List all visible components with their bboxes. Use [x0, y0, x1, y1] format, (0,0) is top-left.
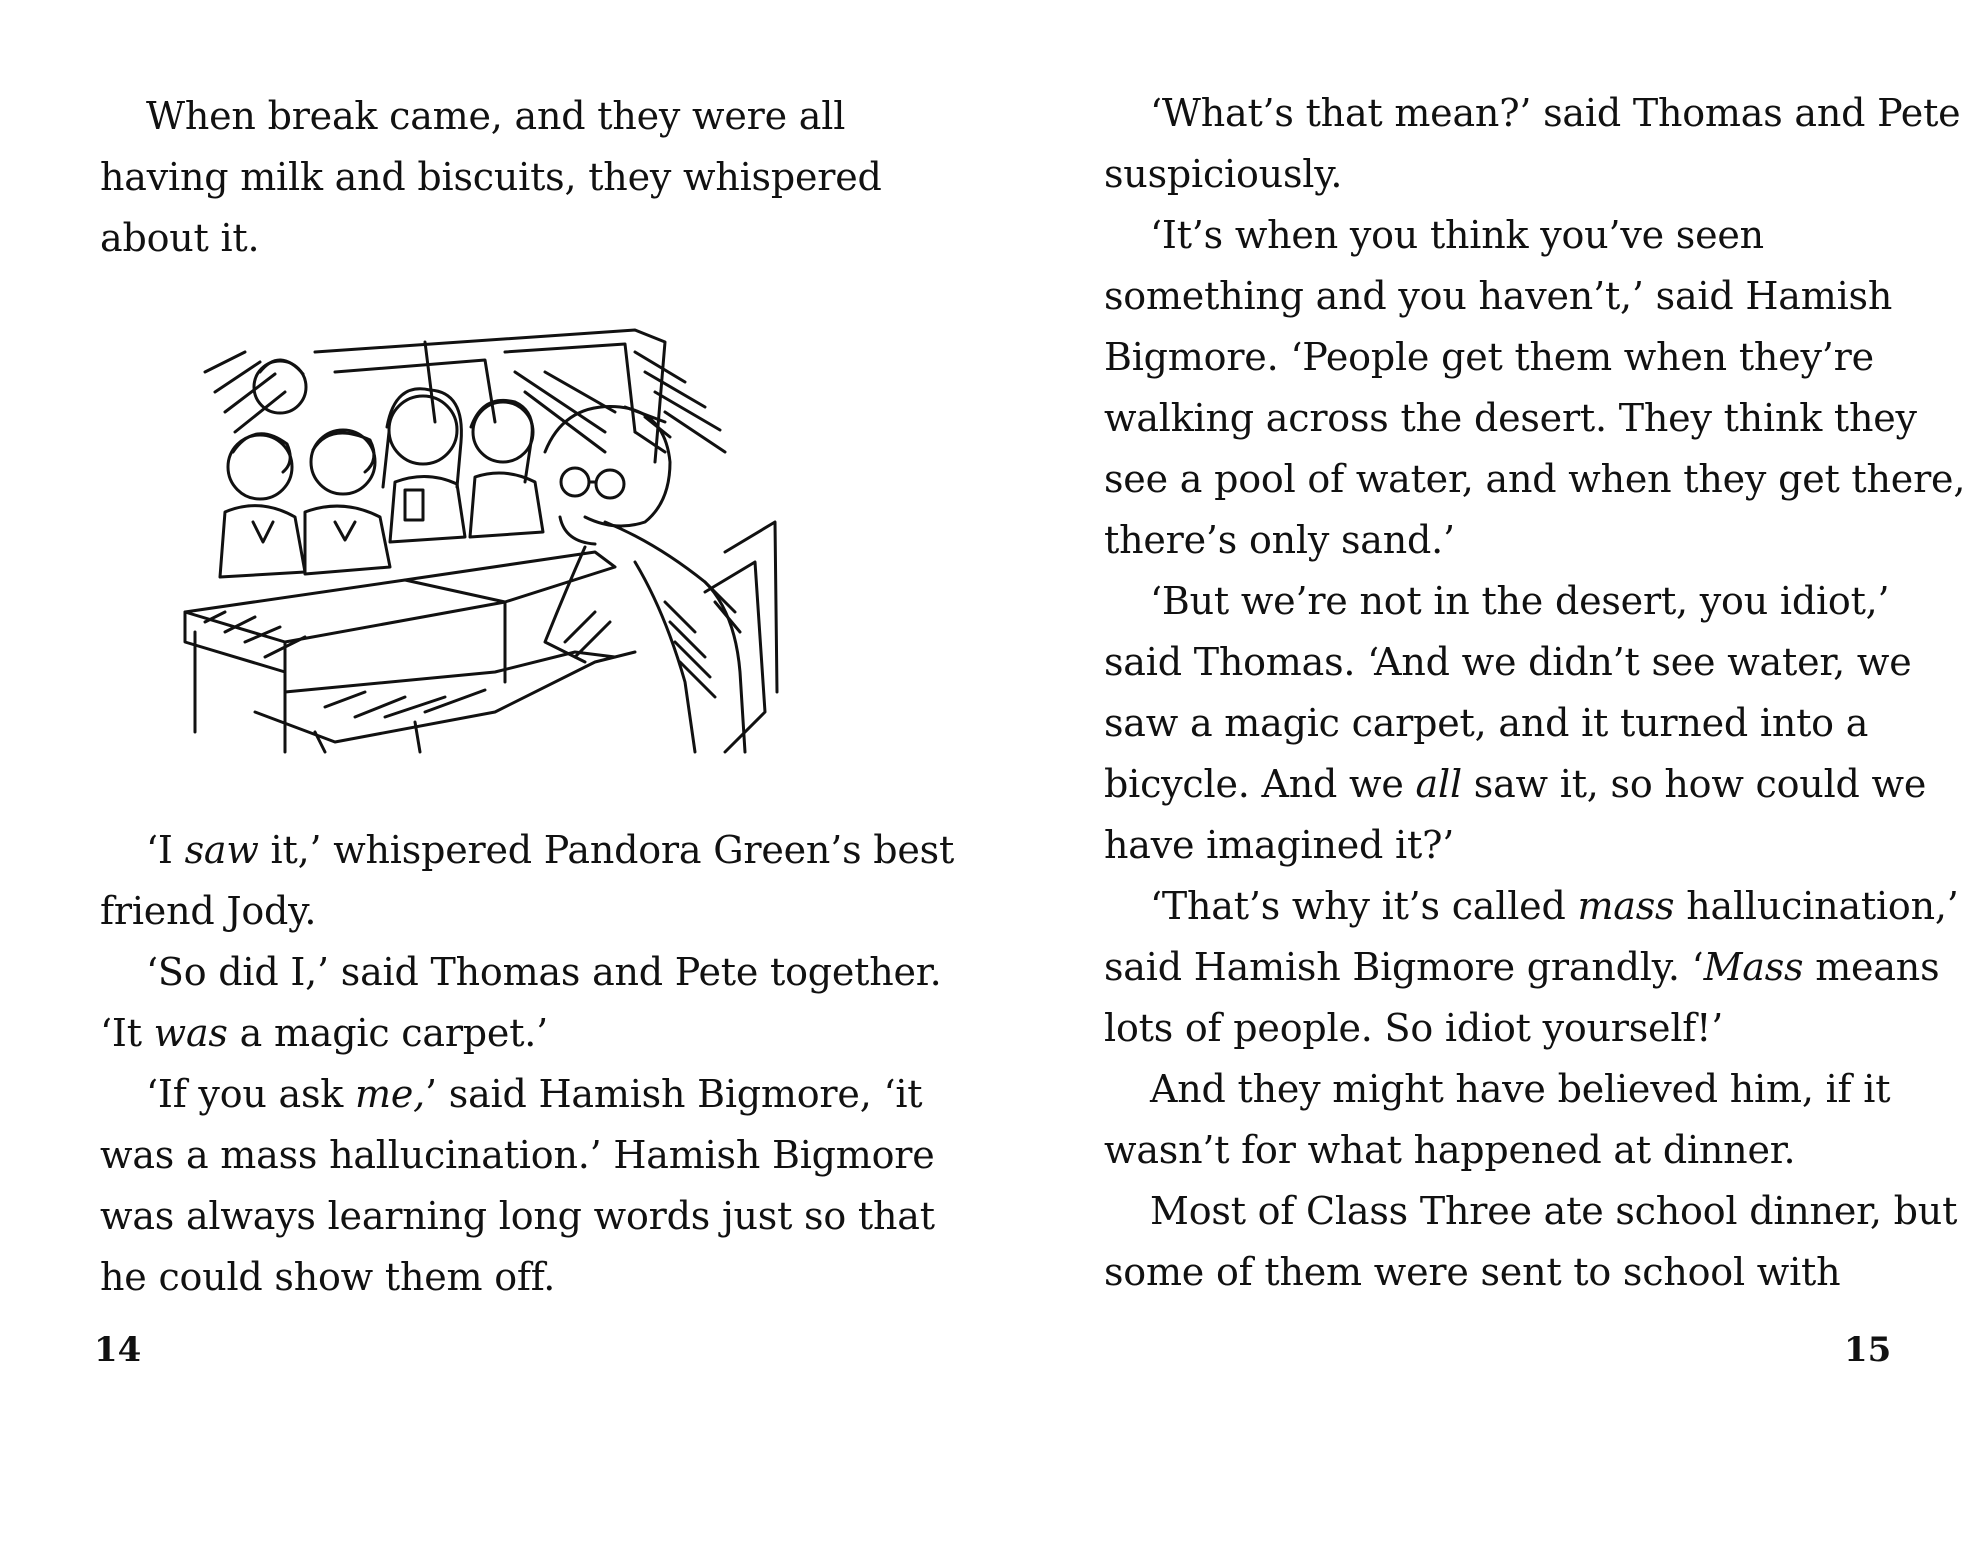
right-text — [1104, 83, 1965, 1303]
right-page — [984, 0, 1968, 1542]
text-line: walking across the desert. They think they — [1104, 396, 1917, 440]
text-line: ‘What’s that mean?’ said Thomas and Pete — [1150, 91, 1961, 135]
text-line: something and you haven’t,’ said Hamish — [1104, 274, 1893, 318]
classroom-children-at-desks-icon — [165, 312, 793, 764]
text-line: said Thomas. ‘And we didn’t see water, we — [1104, 640, 1912, 684]
text-line: Bigmore. ‘People get them when they’re — [1104, 335, 1874, 379]
text-line: was a mass hallucination.’ Hamish Bigmore — [100, 1133, 935, 1177]
text-line: ‘So did I,’ said Thomas and Pete together. — [146, 950, 942, 994]
text-line: said Hamish Bigmore grandly. ‘Mass means — [1104, 945, 1940, 989]
text-line: suspiciously. — [1104, 152, 1343, 196]
page-number: 14 — [94, 1330, 142, 1370]
text-line: about it. — [100, 216, 260, 260]
text-line: he could show them off. — [100, 1255, 556, 1299]
text-line: And they might have believed him, if it — [1150, 1067, 1891, 1111]
text-line: was always learning long words just so that — [100, 1194, 935, 1238]
classroom-illustration — [165, 312, 793, 764]
text-line: having milk and biscuits, they whispered — [100, 155, 882, 199]
text-line: saw a magic carpet, and it turned into a — [1104, 701, 1869, 745]
text-line: ‘That’s why it’s called mass hallucination,’ — [1150, 884, 1959, 928]
left-paragraph-break — [100, 86, 882, 269]
page-number: 15 — [1844, 1330, 1892, 1370]
text-line: there’s only sand.’ — [1104, 518, 1455, 562]
text-line: Most of Class Three ate school dinner, but — [1150, 1189, 1958, 1233]
text-line: ‘It’s when you think you’ve seen — [1150, 213, 1764, 257]
text-line: wasn’t for what happened at dinner. — [1104, 1128, 1796, 1172]
text-line: ‘But we’re not in the desert, you idiot,’ — [1150, 579, 1890, 623]
text-line: When break came, and they were all — [146, 94, 846, 138]
text-line: see a pool of water, and when they get there, — [1104, 457, 1966, 501]
text-line: ‘If you ask me,’ said Hamish Bigmore, ‘it — [146, 1072, 923, 1116]
text-line: lots of people. So idiot yourself!’ — [1104, 1006, 1724, 1050]
text-line: some of them were sent to school with — [1104, 1250, 1841, 1294]
text-line: ‘It was a magic carpet.’ — [100, 1011, 549, 1055]
text-line: bicycle. And we all saw it, so how could we — [1104, 762, 1927, 806]
text-line: friend Jody. — [100, 889, 317, 933]
text-line: ‘I saw it,’ whispered Pandora Green’s best — [146, 828, 955, 872]
text-line: have imagined it?’ — [1104, 823, 1455, 867]
left-paragraph-dialogue — [100, 820, 954, 1308]
